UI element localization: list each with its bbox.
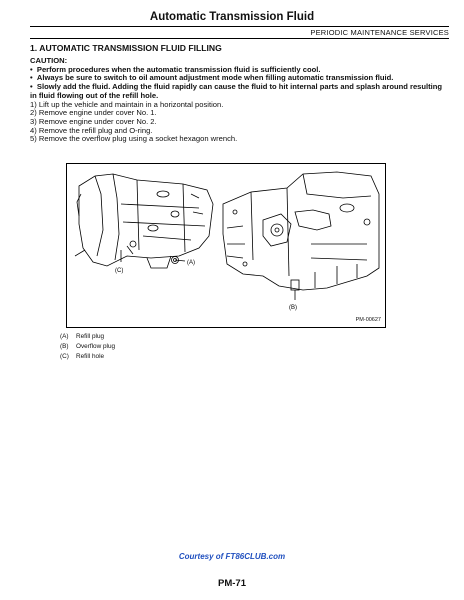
page-title: Automatic Transmission Fluid xyxy=(149,11,315,23)
caution-bullet: • Perform procedures when the automatic transmission fluid is sufficiently cool. xyxy=(30,64,321,74)
body-text xyxy=(30,57,450,144)
courtesy-link[interactable]: Courtesy of FT86CLUB.com xyxy=(178,552,286,561)
procedure-step: 2) Remove engine under cover No. 1. xyxy=(30,108,157,118)
procedure-step: 1) Lift up the vehicle and maintain in a horizontal position. xyxy=(30,99,224,109)
procedure-step: 5) Remove the overflow plug using a socket hexagon wrench. xyxy=(30,134,238,144)
transmission-illustration xyxy=(66,163,386,328)
section-rule xyxy=(30,38,449,39)
page-number: PM-71 xyxy=(218,578,246,589)
procedure-step: 4) Remove the refill plug and O-ring. xyxy=(30,125,153,135)
legend-item: (C) Refill hole xyxy=(60,353,105,361)
figure-code: PM-00627 xyxy=(355,317,381,323)
caution-label: CAUTION: xyxy=(30,56,68,65)
legend-item: (A) Refill plug xyxy=(60,333,105,340)
caution-bullet: • Always be sure to switch to oil amount adjustment mode when filling automatic transmission fluid. xyxy=(30,73,394,83)
transmission-drawing xyxy=(67,164,385,327)
procedure-step: 3) Remove engine under cover No. 2. xyxy=(30,116,157,126)
caution-bullet: • Slowly add the fluid. Adding the fluid rapidly can cause the fluid to hit internal parts and splash around resulting in fluid flowing out of the refill hole. xyxy=(30,82,443,100)
section-title: 1. AUTOMATIC TRANSMISSION FLUID FILLING xyxy=(30,43,222,53)
header-rule xyxy=(30,26,449,27)
figure-legend xyxy=(60,332,115,363)
callout-b: (B) xyxy=(289,305,297,311)
callout-a: (A) xyxy=(187,260,195,266)
callout-c: (C) xyxy=(115,268,124,274)
legend-item: (B) Overflow plug xyxy=(60,343,116,351)
section-header: PERIODIC MAINTENANCE SERVICES xyxy=(310,28,449,37)
